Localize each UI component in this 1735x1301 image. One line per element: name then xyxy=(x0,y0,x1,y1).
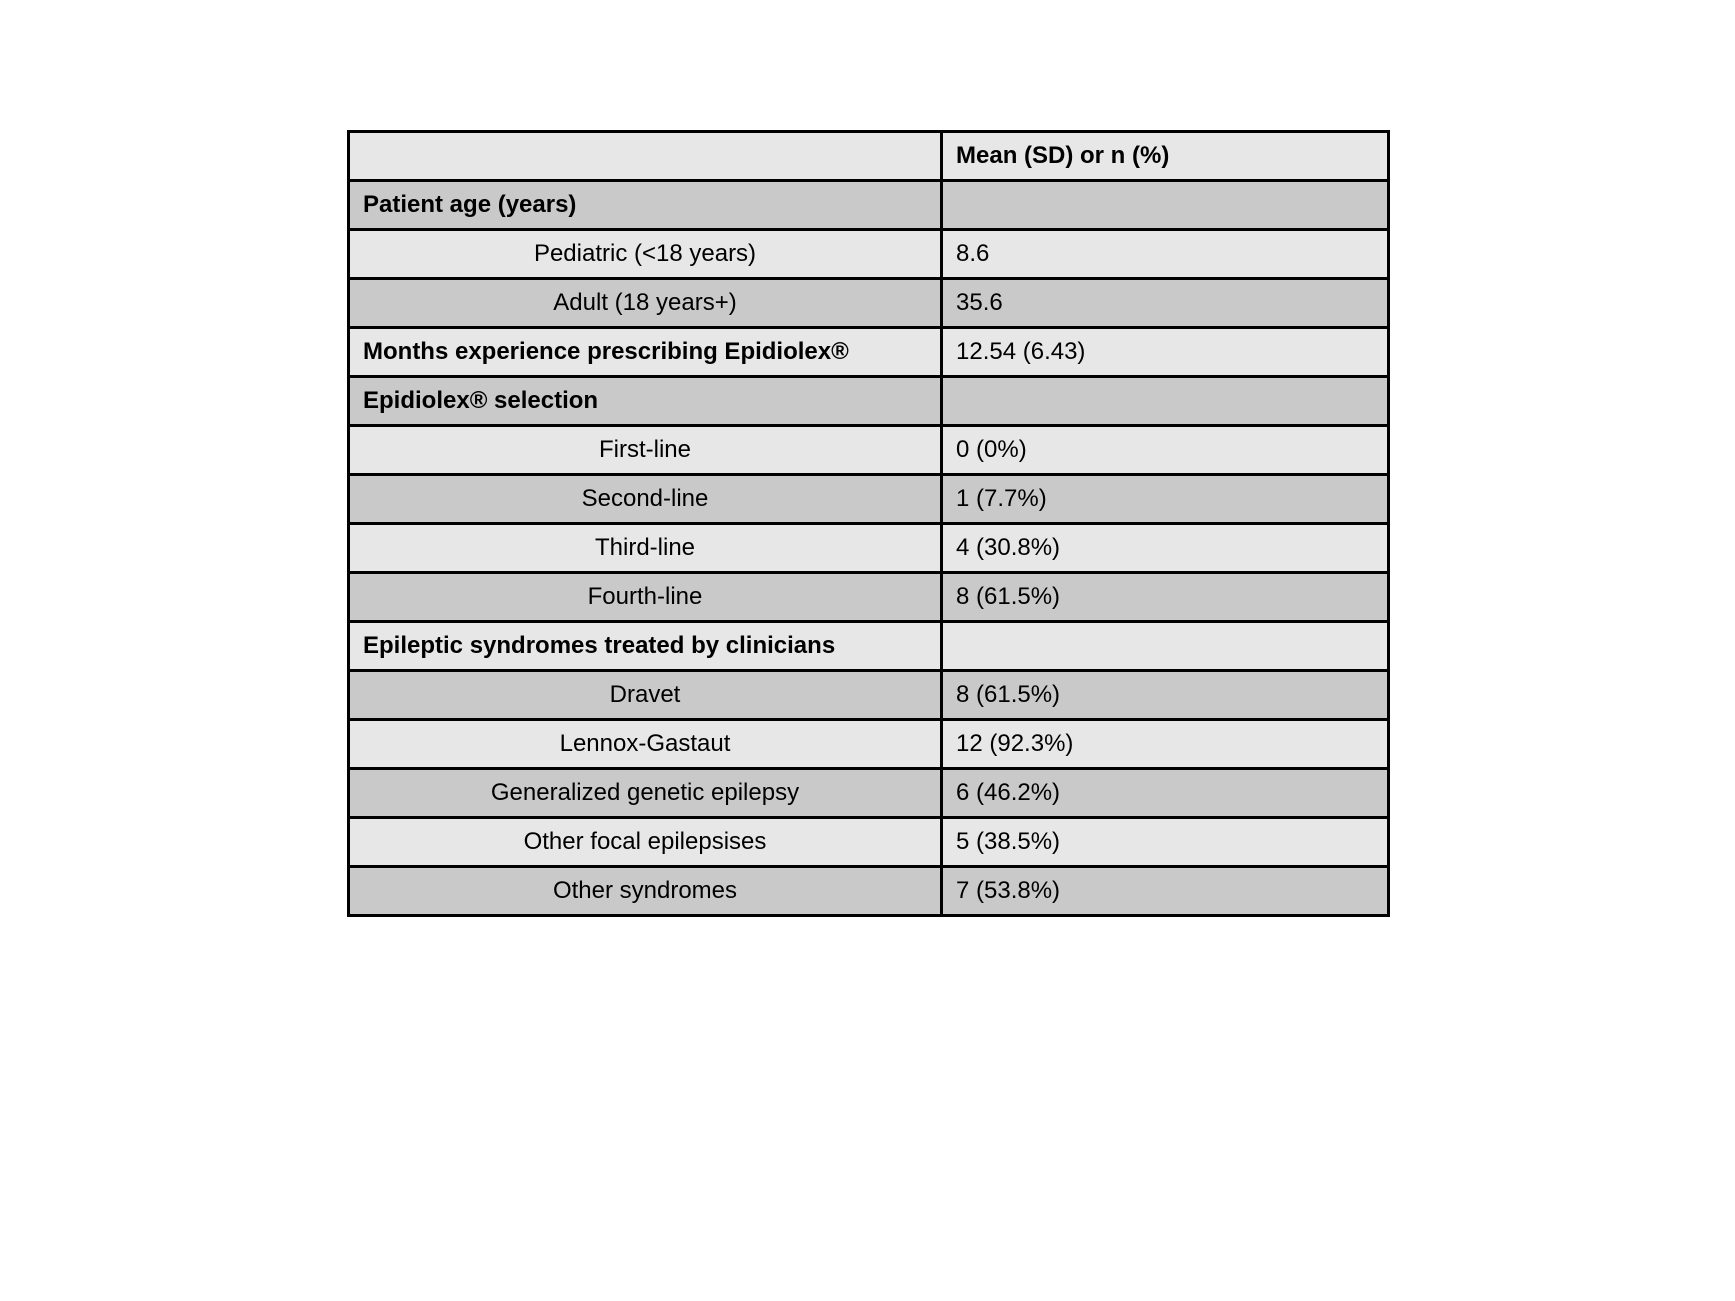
row-value-epileptic-syndromes xyxy=(942,622,1389,671)
table-row xyxy=(349,181,1389,230)
row-label-generalized-genetic-epilepsy: Generalized genetic epilepsy xyxy=(349,769,942,818)
row-label-lennox-gastaut: Lennox-Gastaut xyxy=(349,720,942,769)
row-value-third-line: 4 (30.8%) xyxy=(942,524,1389,573)
row-label-other-focal-epilepsies: Other focal epilepsises xyxy=(349,818,942,867)
row-value-pediatric: 8.6 xyxy=(942,230,1389,279)
row-label-epidiolex-selection: Epidiolex® selection xyxy=(349,377,942,426)
row-value-other-focal-epilepsies: 5 (38.5%) xyxy=(942,818,1389,867)
table-row xyxy=(349,328,1389,377)
row-label-fourth-line: Fourth-line xyxy=(349,573,942,622)
row-value-epidiolex-selection xyxy=(942,377,1389,426)
row-label-patient-age: Patient age (years) xyxy=(349,181,942,230)
row-label-pediatric: Pediatric (<18 years) xyxy=(349,230,942,279)
table-row xyxy=(349,279,1389,328)
table-row xyxy=(349,818,1389,867)
row-label-epileptic-syndromes: Epileptic syndromes treated by clinicians xyxy=(349,622,942,671)
summary-table xyxy=(347,130,1390,917)
row-label-second-line: Second-line xyxy=(349,475,942,524)
row-value-other-syndromes: 7 (53.8%) xyxy=(942,867,1389,916)
row-label-third-line: Third-line xyxy=(349,524,942,573)
row-label-months-experience: Months experience prescribing Epidiolex® xyxy=(349,328,942,377)
table-row xyxy=(349,573,1389,622)
row-value-second-line: 1 (7.7%) xyxy=(942,475,1389,524)
header-empty-cell xyxy=(349,132,942,181)
table-row xyxy=(349,426,1389,475)
row-value-adult: 35.6 xyxy=(942,279,1389,328)
row-value-lennox-gastaut: 12 (92.3%) xyxy=(942,720,1389,769)
row-value-first-line: 0 (0%) xyxy=(942,426,1389,475)
row-value-patient-age xyxy=(942,181,1389,230)
row-value-fourth-line: 8 (61.5%) xyxy=(942,573,1389,622)
row-label-first-line: First-line xyxy=(349,426,942,475)
header-value-column-cell: Mean (SD) or n (%) xyxy=(942,132,1389,181)
table-row xyxy=(349,622,1389,671)
table-row xyxy=(349,524,1389,573)
row-value-months-experience: 12.54 (6.43) xyxy=(942,328,1389,377)
row-label-dravet: Dravet xyxy=(349,671,942,720)
table-row xyxy=(349,671,1389,720)
table-row xyxy=(349,769,1389,818)
row-label-other-syndromes: Other syndromes xyxy=(349,867,942,916)
table-row xyxy=(349,720,1389,769)
table-row xyxy=(349,230,1389,279)
row-value-dravet: 8 (61.5%) xyxy=(942,671,1389,720)
row-label-adult: Adult (18 years+) xyxy=(349,279,942,328)
row-value-generalized-genetic-epilepsy: 6 (46.2%) xyxy=(942,769,1389,818)
table-row xyxy=(349,867,1389,916)
table-row xyxy=(349,377,1389,426)
table-row xyxy=(349,475,1389,524)
header-row xyxy=(349,132,1389,181)
